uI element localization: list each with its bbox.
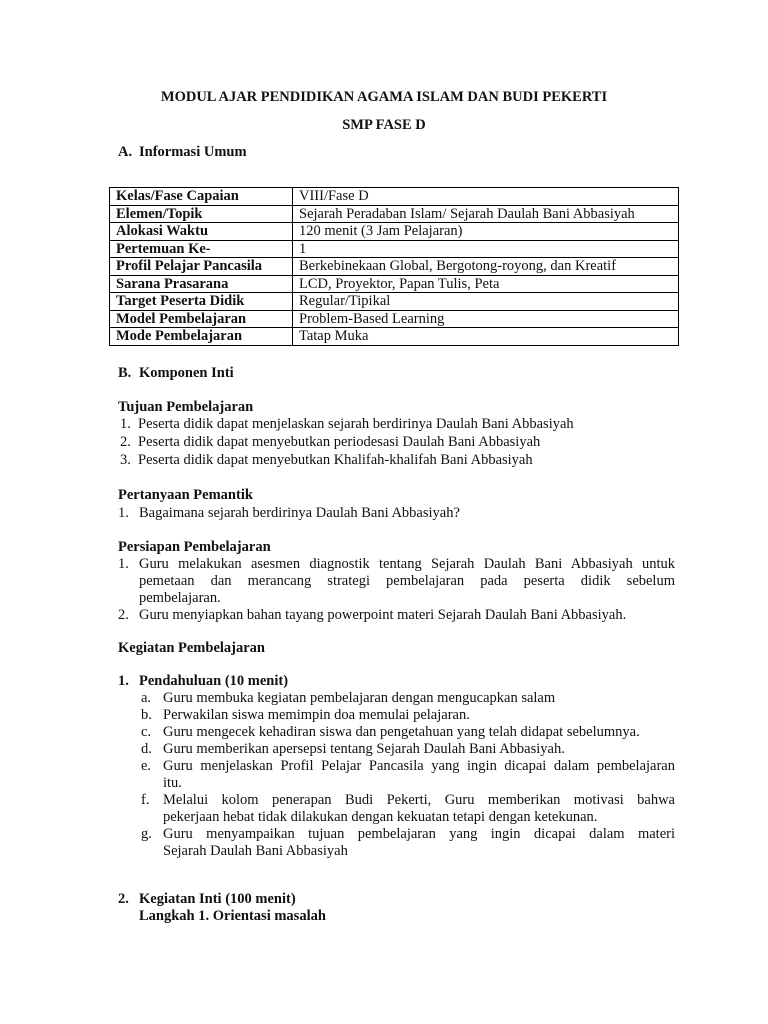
pendahuluan-item-letter: e. bbox=[141, 758, 152, 774]
pendahuluan-item-letter: b. bbox=[141, 707, 152, 723]
persiapan-item-number: 1. bbox=[118, 556, 129, 572]
info-key: Kelas/Fase Capaian bbox=[110, 188, 293, 206]
pertanyaan-item-text: Bagaimana sejarah berdirinya Daulah Bani Abbasiyah? bbox=[139, 505, 460, 521]
tujuan-item-text: Peserta didik dapat menyebutkan Khalifah-khalifah Bani Abbasiyah bbox=[138, 452, 533, 468]
tujuan-item-number: 3. bbox=[120, 452, 131, 468]
pendahuluan-item-line: Melalui kolom penerapan Budi Pekerti, Guru memberikan motivasi bahwa bbox=[163, 792, 675, 808]
tujuan-item-text: Peserta didik dapat menjelaskan sejarah berdirinya Daulah Bani Abbasiyah bbox=[138, 416, 574, 432]
info-row bbox=[110, 328, 679, 346]
document-title: MODUL AJAR PENDIDIKAN AGAMA ISLAM DAN BUDI PEKERTI bbox=[160, 89, 608, 105]
pendahuluan-item-line: itu. bbox=[163, 775, 182, 791]
pendahuluan-item-letter: f. bbox=[141, 792, 150, 808]
info-row bbox=[110, 223, 679, 241]
pendahuluan-item-letter: d. bbox=[141, 741, 152, 757]
info-value: Berkebinekaan Global, Bergotong-royong, dan Kreatif bbox=[293, 258, 679, 276]
langkah-1-title: Langkah 1. Orientasi masalah bbox=[139, 908, 326, 924]
info-value: Tatap Muka bbox=[293, 328, 679, 346]
info-value: Problem-Based Learning bbox=[293, 310, 679, 328]
tujuan-item-number: 1. bbox=[120, 416, 131, 432]
pendahuluan-number: 1. bbox=[118, 673, 129, 689]
section-a-label: A. bbox=[118, 144, 133, 160]
info-row bbox=[110, 188, 679, 206]
info-row bbox=[110, 240, 679, 258]
info-table bbox=[109, 187, 679, 346]
info-key: Profil Pelajar Pancasila bbox=[110, 258, 293, 276]
info-key: Pertemuan Ke- bbox=[110, 240, 293, 258]
info-key: Target Peserta Didik bbox=[110, 293, 293, 311]
info-key: Mode Pembelajaran bbox=[110, 328, 293, 346]
info-row bbox=[110, 310, 679, 328]
pertanyaan-item-number: 1. bbox=[118, 505, 129, 521]
kegiatan-inti-number: 2. bbox=[118, 891, 129, 907]
tujuan-item-number: 2. bbox=[120, 434, 131, 450]
persiapan-item-line: Guru melakukan asesmen diagnostik tentang Sejarah Daulah Bani Abbasiyah untuk bbox=[139, 556, 675, 572]
pendahuluan-item-letter: g. bbox=[141, 826, 152, 842]
pendahuluan-item-line: Sejarah Daulah Bani Abbasiyah bbox=[163, 843, 348, 859]
info-value: 120 menit (3 Jam Pelajaran) bbox=[293, 223, 679, 241]
document-subtitle: SMP FASE D bbox=[342, 117, 426, 133]
persiapan-item-line: pemetaan dan merancang strategi pembelajaran pada peserta didik sebelum bbox=[139, 573, 675, 589]
pendahuluan-item-line: Guru membuka kegiatan pembelajaran dengan mengucapkan salam bbox=[163, 690, 556, 706]
info-key: Model Pembelajaran bbox=[110, 310, 293, 328]
pertanyaan-title: Pertanyaan Pemantik bbox=[118, 487, 253, 503]
persiapan-title: Persiapan Pembelajaran bbox=[118, 539, 271, 555]
pendahuluan-item-line: Guru menyampaikan tujuan pembelajaran yang ingin dicapai dalam materi bbox=[163, 826, 675, 842]
pendahuluan-title: Pendahuluan (10 menit) bbox=[139, 673, 289, 689]
info-row bbox=[110, 205, 679, 223]
info-value: 1 bbox=[293, 240, 679, 258]
info-value: Sejarah Peradaban Islam/ Sejarah Daulah Bani Abbasiyah bbox=[293, 205, 679, 223]
info-row bbox=[110, 293, 679, 311]
info-row bbox=[110, 275, 679, 293]
info-value: Regular/Tipikal bbox=[293, 293, 679, 311]
section-b-title: Komponen Inti bbox=[139, 365, 234, 381]
pendahuluan-item-letter: c. bbox=[141, 724, 152, 740]
tujuan-item-text: Peserta didik dapat menyebutkan periodesasi Daulah Bani Abbasiyah bbox=[138, 434, 541, 450]
info-key: Elemen/Topik bbox=[110, 205, 293, 223]
pendahuluan-item-line: Guru memberikan apersepsi tentang Sejarah Daulah Bani Abbasiyah. bbox=[163, 741, 565, 757]
pendahuluan-item-line: pekerjaan hebat tidak dilakukan dengan kekuatan tetapi dengan ketekunan. bbox=[163, 809, 598, 825]
pendahuluan-item-letter: a. bbox=[141, 690, 152, 706]
kegiatan-title: Kegiatan Pembelajaran bbox=[118, 640, 265, 656]
info-value: VIII/Fase D bbox=[293, 188, 679, 206]
persiapan-item-text: Guru menyiapkan bahan tayang powerpoint materi Sejarah Daulah Bani Abbasiyah. bbox=[139, 607, 627, 623]
info-key: Sarana Prasarana bbox=[110, 275, 293, 293]
info-key: Alokasi Waktu bbox=[110, 223, 293, 241]
tujuan-title: Tujuan Pembelajaran bbox=[118, 399, 254, 415]
pendahuluan-item-line: Guru mengecek kehadiran siswa dan pengetahuan yang telah didapat sebelumnya. bbox=[163, 724, 640, 740]
pendahuluan-item-line: Perwakilan siswa memimpin doa memulai pelajaran. bbox=[163, 707, 470, 723]
info-value: LCD, Proyektor, Papan Tulis, Peta bbox=[293, 275, 679, 293]
info-row bbox=[110, 258, 679, 276]
section-a-title: Informasi Umum bbox=[139, 144, 247, 160]
pendahuluan-item-line: Guru menjelaskan Profil Pelajar Pancasila yang ingin dicapai dalam pembelajaran bbox=[163, 758, 675, 774]
section-b-label: B. bbox=[118, 365, 132, 381]
kegiatan-inti-title: Kegiatan Inti (100 menit) bbox=[139, 891, 296, 907]
persiapan-item-line: pembelajaran. bbox=[139, 590, 221, 606]
persiapan-item-number: 2. bbox=[118, 607, 129, 623]
